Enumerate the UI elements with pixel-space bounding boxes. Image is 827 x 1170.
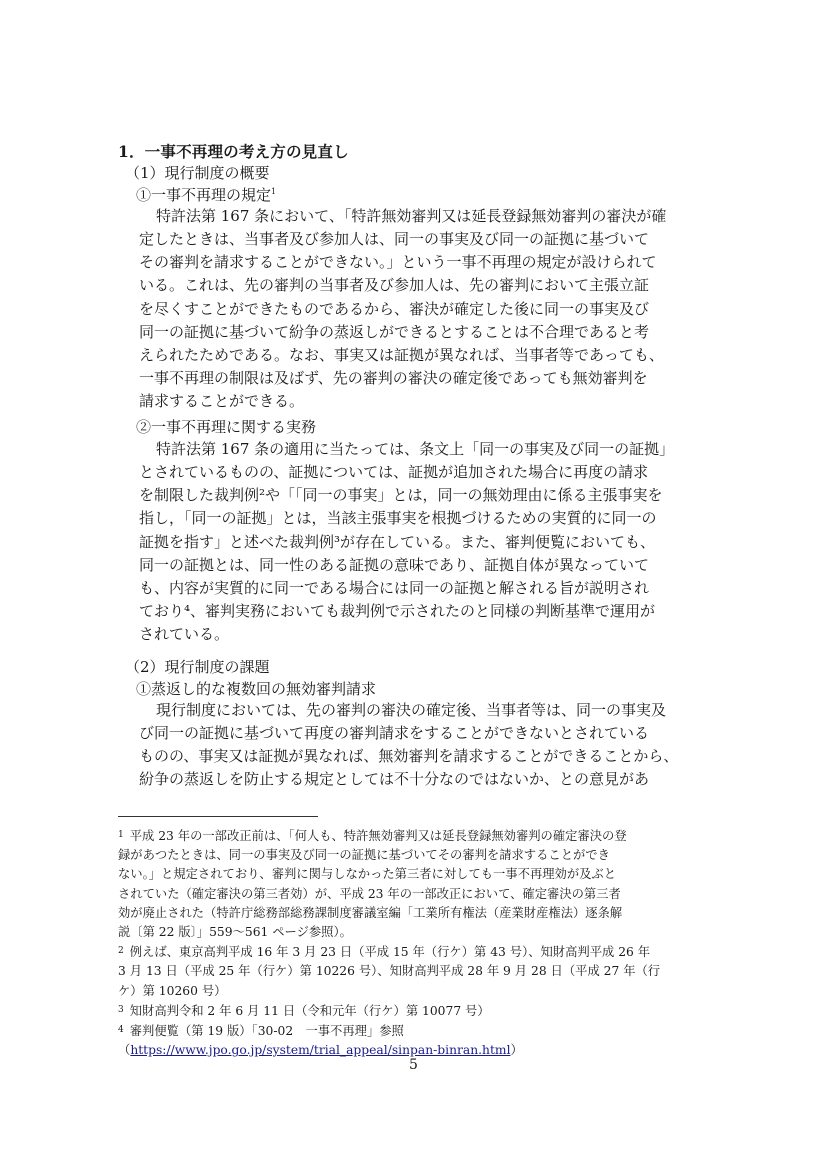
paragraph-line: 特許法第 167 条において、「特許無効審判又は延長登録無効審判の審決が確	[156, 207, 667, 225]
section-heading: 1．一事不再理の考え方の見直し	[118, 142, 349, 161]
paragraph-line: 一事不再理の制限は及ばず、先の審判の審決の確定後であっても無効審判を	[139, 369, 648, 388]
footnote-number: 2	[118, 946, 124, 957]
paragraph-line: されている。	[139, 625, 230, 644]
paragraph-line: び同一の証拠に基づいて再度の審判請求をすることができないとされている	[139, 724, 650, 743]
paragraph-line: 定したときは、当事者及び参加人は、同一の事実及び同一の証拠に基づいて	[139, 230, 650, 249]
paragraph-line: 同一の証拠とは、同一性のある証拠の意味であり、証拠自体が異なっていて	[139, 555, 650, 574]
paragraph-line: を制限した裁判例²や「「同一の事実」とは，同一の無効理由に係る主張事実を	[139, 486, 663, 505]
binran-link[interactable]: https://www.jpo.go.jp/system/trial_appeal/sinpan-binran.html	[130, 1043, 511, 1058]
footnote-number: 1	[118, 830, 124, 840]
paragraph-line: 指し，「同一の証拠」とは，当該主張事実を根拠づけるための実質的に同一の	[139, 509, 657, 528]
footnote-line: 効が廃止された（特許庁総務部総務課制度審議室編「工業所有権法（産業財産権法）逐条解	[118, 905, 623, 920]
paragraph-line: 特許法第 167 条の適用に当たっては、条文上「同一の事実及び同一の証拠」	[156, 440, 675, 458]
page-number: 5	[409, 1057, 418, 1073]
paragraph-line: も、内容が実質的に同一である場合には同一の証拠と解される旨が説明され	[139, 578, 650, 597]
footnote-line: されていた（確定審決の第三者効）が、平成 23 年の一部改正において、確定審決の第三者	[118, 886, 621, 901]
paragraph-line: その審判を請求することができない。」という一事不再理の規定が設けられて	[139, 253, 657, 272]
paragraph-line: 現行制度においては、先の審判の審決の確定後、当事者等は、同一の事実及	[156, 701, 667, 719]
paragraph-practice	[139, 438, 711, 646]
footnotes	[118, 826, 712, 1060]
item-2-1-label: ①蒸返し的な複数回の無効審判請求	[136, 680, 377, 698]
footnote-line: 録があつたときは、同一の事実及び同一の証拠に基づいてその審判を請求することができ	[118, 848, 610, 863]
paragraph-line: を尽くすことができたものであるから、審決が確定した後に同一の事実及び	[139, 299, 650, 318]
footnote-line: 例えば、東京高判平成 16 年 3 月 23 日（平成 15 年（行ケ）第 43 号）、知財高判平成 26 年	[129, 945, 651, 960]
link-paren-open: （	[118, 1043, 131, 1058]
paragraph-line: 請求することができる。	[139, 392, 305, 411]
paragraph-line: いる。これは、先の審判の当事者及び参加人は、先の審判において主張立証	[139, 276, 650, 295]
footnote-line: 知財高判令和 2 年 6 月 11 日（令和元年（行ケ）第 10077 号）	[129, 1003, 490, 1018]
footnote-line: 3 月 13 日（平成 25 年（行ケ）第 10226 号）、知財高判平成 28 年 9 月 28 日（平成 27 年（行	[118, 964, 661, 979]
paragraph-issues	[139, 699, 711, 792]
footnote-line: 審判便覧（第 19 版）「30-02 一事不再理」参照	[129, 1024, 404, 1039]
footnote-3	[118, 1001, 712, 1021]
footnote-4	[118, 1021, 712, 1060]
footnote-line: 説〔第 22 版〕」559〜561 ページ参照）。	[118, 925, 352, 940]
item-1-2-label: ②一事不再理に関する実務	[136, 418, 317, 436]
link-paren-close: ）	[510, 1043, 523, 1058]
footnote-line: ケ）第 10260 号）	[118, 983, 227, 998]
item-1-1-label: ①一事不再理の規定$^1$	[136, 186, 277, 204]
footnote-line: 平成 23 年の一部改正前は、「何人も、特許無効審判又は延長登録無効審判の確定審決の登	[129, 829, 627, 843]
footnote-number: 3	[118, 1004, 124, 1015]
paragraph-line: 同一の証拠に基づいて紛争の蒸返しができるとすることは不合理であると考	[139, 322, 650, 341]
footnote-1	[118, 826, 712, 942]
paragraph-line: えられたためである。なお、事実又は証拠が異なれば、当事者等であっても、	[139, 345, 664, 364]
paragraph-one-time-rule	[139, 205, 711, 413]
subsection-1-label: （1）現行制度の概要	[125, 164, 270, 182]
footnote-ref-1[interactable]: 1	[271, 187, 277, 196]
paragraph-line: 証拠を指す」と述べた裁判例³が存在している。また、審判便覧においても、	[139, 532, 656, 551]
paragraph-line: ており⁴、審判実務においても裁判例で示されたのと同様の判断基準で運用が	[139, 602, 656, 621]
footnote-2	[118, 942, 712, 1001]
paragraph-line: 紛争の蒸返しを防止する規定としては不十分なのではないか、との意見があ	[139, 770, 650, 789]
footnote-number: 4	[118, 1025, 124, 1036]
paragraph-line: ものの、事実又は証拠が異なれば、無効審判を請求することができることから、	[139, 747, 679, 766]
subsection-2-label: （2）現行制度の課題	[125, 658, 270, 676]
paragraph-line: とされているものの、証拠については、証拠が追加された場合に再度の請求	[139, 463, 649, 482]
footnote-separator	[118, 816, 318, 817]
footnote-line: ない。」と規定されており、審判に関与しなかった第三者に対しても一事不再理効が及ぶと	[118, 867, 617, 882]
